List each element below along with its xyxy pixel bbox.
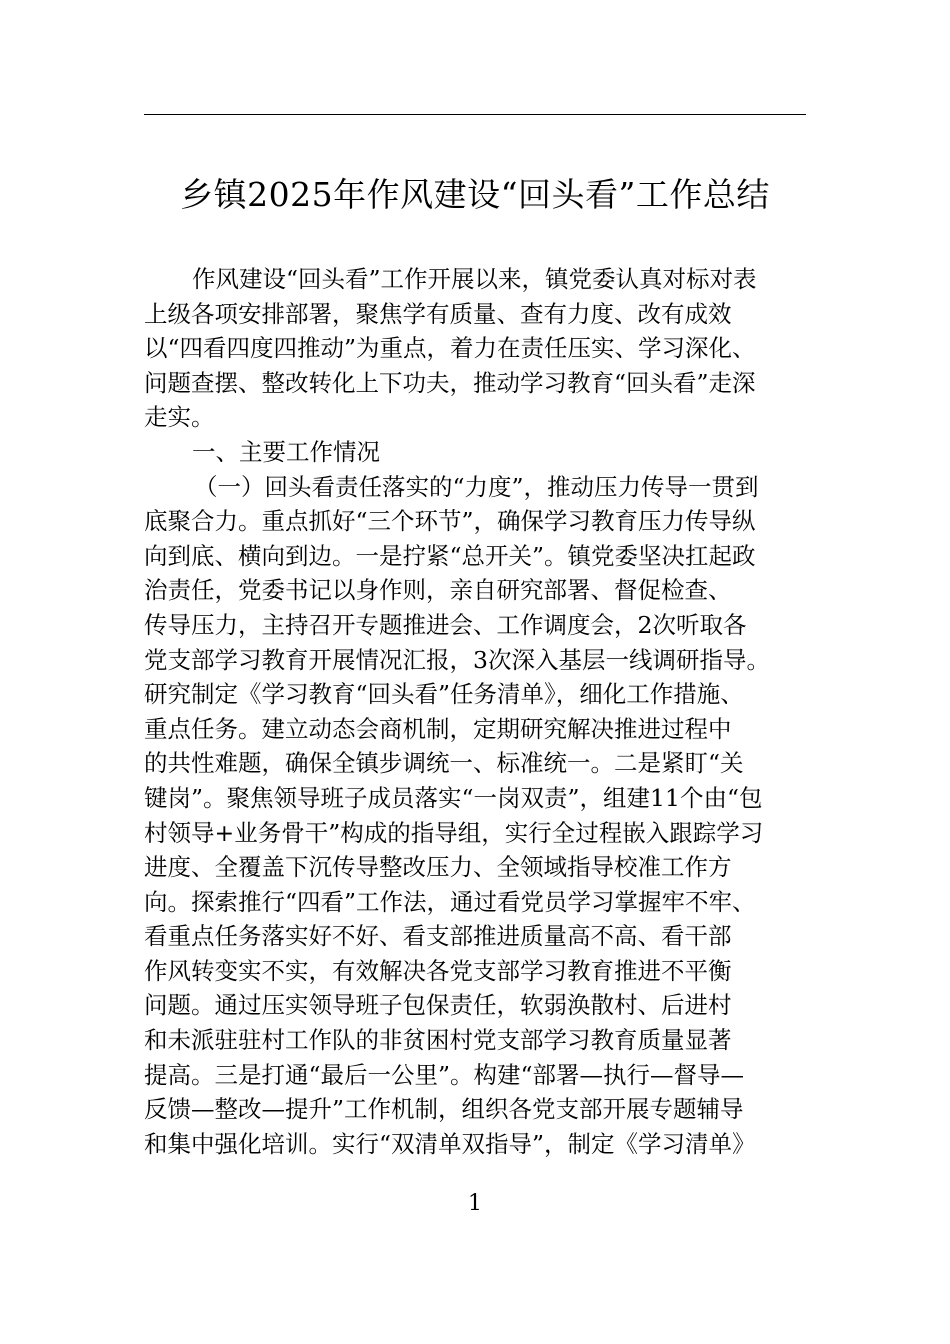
document-body bbox=[144, 262, 806, 1161]
body-line: 的共性难题，确保全镇步调统一、标准统一。二是紧盯“关 bbox=[144, 749, 744, 778]
body-line: 向到底、横向到边。一是拧紧“总开关”。镇党委坚决扛起政 bbox=[144, 541, 756, 570]
body-line: 研究制定《学习教育“回头看”任务清单》，细化工作措施、 bbox=[144, 680, 744, 709]
body-line: 党支部学习教育开展情况汇报，3次深入基层一线调研指导。 bbox=[144, 645, 770, 674]
body-line: 问题查摆、整改转化上下功夫，推动学习教育“回头看”走深 bbox=[144, 368, 756, 397]
body-line: 作风建设“回头看”工作开展以来，镇党委认真对标对表 bbox=[192, 265, 757, 293]
page-number: 1 bbox=[468, 1191, 482, 1216]
body-line: 重点任务。建立动态会商机制，定期研究解决推进过程中 bbox=[144, 714, 732, 743]
body-line: 反馈—整改—提升”工作机制，组织各党支部开展专题辅导 bbox=[144, 1095, 744, 1124]
body-line: 底聚合力。重点抓好“三个环节”，确保学习教育压力传导纵 bbox=[144, 507, 756, 536]
body-line: 和未派驻驻村工作队的非贫困村党支部学习教育质量显著 bbox=[144, 1026, 732, 1055]
body-line: 提高。三是打通“最后一公里”。构建“部署—执行—督导— bbox=[144, 1060, 745, 1089]
body-line: 和集中强化培训。实行“双清单双指导”，制定《学习清单》 bbox=[144, 1129, 756, 1158]
subsection-heading: （一）回头看责任落实的“力度”，推动压力传导一贯到 bbox=[194, 472, 759, 501]
body-line: 传导压力，主持召开专题推进会、工作调度会，2次听取各 bbox=[144, 610, 747, 639]
body-line: 键岗”。聚焦领导班子成员落实“一岗双责”，组建11个由“包 bbox=[144, 783, 763, 812]
header-rule bbox=[144, 114, 806, 115]
body-line: 看重点任务落实好不好、看支部推进质量高不高、看干部 bbox=[144, 922, 732, 951]
body-line: 进度、全覆盖下沉传导整改压力、全领域指导校准工作方 bbox=[144, 853, 732, 882]
document-title: 乡镇2025年作风建设“回头看”工作总结 bbox=[180, 175, 770, 214]
body-line: 村领导+业务骨干”构成的指导组，实行全过程嵌入跟踪学习 bbox=[144, 818, 764, 847]
body-line: 向。探索推行“四看”工作法，通过看党员学习掌握牢不牢、 bbox=[144, 887, 756, 916]
body-line: 以“四看四度四推动”为重点，着力在责任压实、学习深化、 bbox=[144, 334, 756, 363]
body-line: 上级各项安排部署，聚焦学有质量、查有力度、改有成效 bbox=[144, 299, 732, 328]
body-line: 问题。通过压实领导班子包保责任，软弱涣散村、后进村 bbox=[144, 991, 732, 1020]
section-heading: 一、主要工作情况 bbox=[192, 437, 380, 466]
body-line: 作风转变实不实，有效解决各党支部学习教育推进不平衡 bbox=[144, 956, 732, 985]
body-line: 治责任，党委书记以身作则，亲自研究部署、督促检查、 bbox=[144, 576, 732, 605]
body-line: 走实。 bbox=[144, 403, 215, 432]
